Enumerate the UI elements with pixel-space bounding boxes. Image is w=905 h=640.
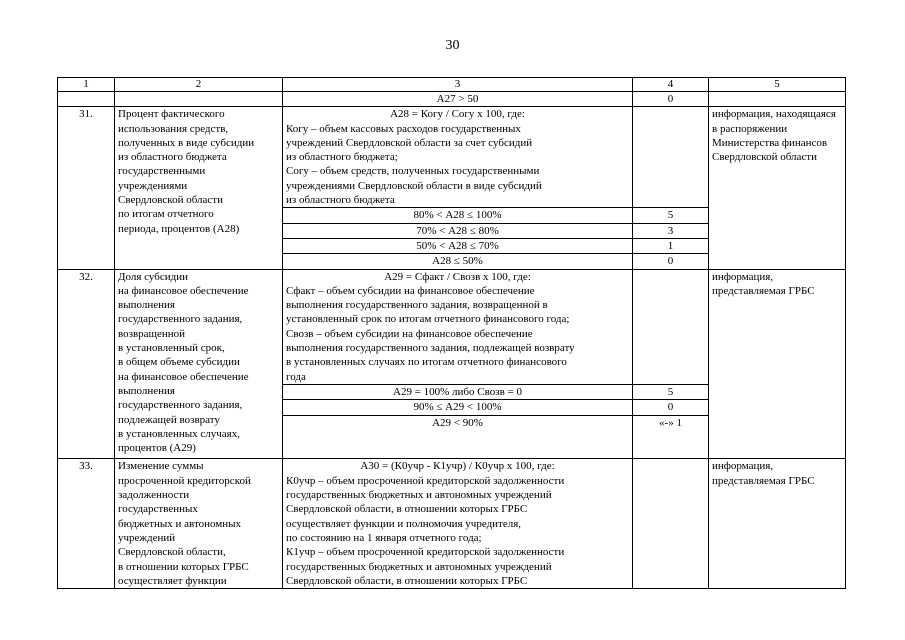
source-cell: информация, представляемая ГРБС bbox=[709, 269, 846, 459]
formula-cell: А30 = (К0учр - К1учр) / К0учр х 100, где: К0учр – объем просроченной кредиторской задолженности государственных бюджетных и автономных учреждений Свердловской области, в отношении которых ГРБС осуществляет функции и полномочия учредителя, по состоянию на 1 января отчетного года; К1учр – объем просроченной кредиторской задолженности государственных бюджетных и автономных учреждений Свердловской области, в отношении которых ГРБС bbox=[283, 459, 633, 589]
score: 0 bbox=[633, 253, 708, 268]
score: 3 bbox=[633, 223, 708, 238]
header-cell: 3 bbox=[283, 78, 633, 92]
header-row bbox=[58, 78, 846, 92]
table-row bbox=[58, 107, 846, 269]
formula-cell: А29 = Сфакт / Свозв х 100, где: Сфакт – объем субсидии на финансовое обеспечение выполнения государственного задания, возвращенной в установленный срок по итогам отчетного финансового года; Свозв – объем субсидии на финансовое обеспечение выполнения государственного задания, подлежащей возврату в установленных случаях по итогам отчетного финансового года А29 = 100% либо Свозв = 0 90% ≤ А29 < 100% А29 < 90% bbox=[283, 269, 633, 459]
row-number: 32. bbox=[58, 269, 115, 459]
score: 0 bbox=[633, 399, 708, 414]
page-number: 30 bbox=[445, 38, 460, 53]
score: «-» 1 bbox=[633, 415, 708, 459]
condition-cell: А27 > 50 bbox=[283, 92, 633, 107]
score-cell bbox=[633, 269, 709, 459]
indicator-name: Процент фактического использования средств, полученных в виде субсидии из областного бюджета государственными учреждениями Свердловской области по итогам отчетного периода, процентов (А28) bbox=[115, 107, 283, 269]
table-row bbox=[58, 459, 846, 589]
score-cell bbox=[633, 459, 709, 589]
score: 1 bbox=[633, 238, 708, 253]
header-cell: 5 bbox=[709, 78, 846, 92]
table-row bbox=[58, 92, 846, 107]
formula-cell: А28 = Когу / Согу х 100, где: Когу – объем кассовых расходов государственных учреждений Свердловской области за счет субсидий из областного бюджета; Согу – объем средств, полученных государственными учреждениями Свердловской области в виде субсидий из областного бюджета 80% < А28 ≤ 100% 70% < А28 ≤ 80% 50% < А28 ≤ 70% А28 ≤ 50% bbox=[283, 107, 633, 269]
score: 5 bbox=[633, 207, 708, 222]
header-cell: 1 bbox=[58, 78, 115, 92]
score: 5 bbox=[633, 384, 708, 399]
condition: А28 ≤ 50% bbox=[283, 253, 632, 268]
condition: А29 = 100% либо Свозв = 0 bbox=[283, 384, 632, 399]
condition: А29 < 90% bbox=[283, 415, 632, 459]
source-cell: информация, представляемая ГРБС bbox=[709, 459, 846, 589]
header-cell: 4 bbox=[633, 78, 709, 92]
score-cell bbox=[633, 107, 709, 269]
indicator-name: Изменение суммы просроченной кредиторской задолженности государственных бюджетных и автономных учреждений Свердловской области, в отношении которых ГРБС осуществляет функции bbox=[115, 459, 283, 589]
criteria-table bbox=[57, 77, 846, 589]
indicator-name: Доля субсидии на финансовое обеспечение выполнения государственного задания, возвращенной в установленный срок, в общем объеме субсидии на финансовое обеспечение выполнения государственного задания, подлежащей возврату в установленных случаях, процентов (А29) bbox=[115, 269, 283, 459]
table-row bbox=[58, 269, 846, 459]
header-cell: 2 bbox=[115, 78, 283, 92]
source-cell: информация, находящаяся в распоряжении Министерства финансов Свердловской области bbox=[709, 107, 846, 269]
formula: А28 = Когу / Согу х 100, где: bbox=[390, 108, 525, 121]
condition: 70% < А28 ≤ 80% bbox=[283, 223, 632, 238]
condition: 80% < А28 ≤ 100% bbox=[283, 207, 632, 222]
row-number: 33. bbox=[58, 459, 115, 589]
condition: 50% < А28 ≤ 70% bbox=[283, 238, 632, 253]
score-cell: 0 bbox=[633, 92, 709, 107]
row-number: 31. bbox=[58, 107, 115, 269]
condition: 90% ≤ А29 < 100% bbox=[283, 399, 632, 414]
formula: А30 = (К0учр - К1учр) / К0учр х 100, где: bbox=[360, 460, 555, 473]
formula: А29 = Сфакт / Свозв х 100, где: bbox=[384, 270, 531, 283]
